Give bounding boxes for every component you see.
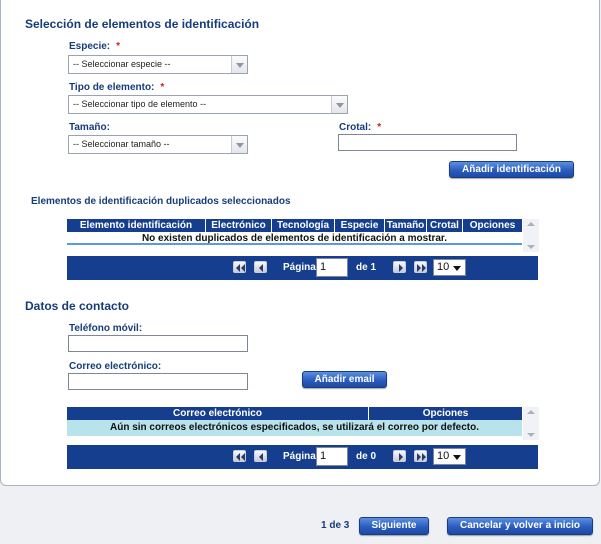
element-type-label: Tipo de elemento: * (69, 82, 165, 93)
column-header[interactable]: Tecnología (272, 219, 335, 232)
chevron-down-icon (231, 136, 247, 153)
duplicates-table-header (67, 219, 522, 232)
crotal-input[interactable] (338, 134, 517, 151)
email-label: Correo electrónico: (69, 361, 162, 372)
prev-page-icon[interactable] (254, 261, 267, 273)
column-header[interactable]: Tamaño (385, 219, 427, 232)
last-page-icon[interactable] (414, 450, 427, 462)
prev-page-icon[interactable] (254, 450, 267, 462)
species-label: Especie: * (69, 41, 121, 52)
scroll-up-icon[interactable] (527, 222, 535, 226)
first-page-icon[interactable] (233, 450, 246, 462)
last-page-icon[interactable] (414, 261, 427, 273)
chevron-down-icon (231, 56, 247, 73)
scroll-down-icon[interactable] (527, 245, 535, 249)
phone-input[interactable] (68, 335, 248, 352)
page-size-select[interactable]: 10 (433, 259, 466, 276)
add-email-button[interactable]: Añadir email (302, 371, 387, 388)
duplicates-section-title: Elementos de identificación duplicados seleccionados (31, 196, 291, 207)
column-header[interactable]: Opciones (422, 408, 469, 419)
emails-empty-row: Aún sin correos electrónicos especificados, se utilizará el correo por defecto. (67, 420, 522, 436)
duplicates-scrollbar[interactable] (523, 219, 539, 252)
page-number-input[interactable]: 1 (316, 258, 348, 277)
step-indicator: 1 de 3 (321, 520, 350, 531)
page-number-input[interactable]: 1 (316, 447, 348, 466)
page-label: Página (283, 451, 316, 462)
required-mark: * (160, 82, 165, 93)
phone-label: Teléfono móvil: (69, 323, 143, 334)
species-select[interactable]: -- Seleccionar especie -- (68, 55, 248, 74)
next-page-icon[interactable] (393, 450, 406, 462)
scroll-up-icon[interactable] (527, 410, 535, 414)
column-header[interactable]: Especie (335, 219, 385, 232)
size-label: Tamaño: (69, 122, 110, 133)
crotal-label: Crotal: * (339, 122, 382, 133)
required-mark: * (377, 122, 382, 133)
scroll-down-icon[interactable] (527, 433, 535, 437)
page-size-select[interactable]: 10 (433, 448, 466, 465)
page-label: Página (283, 262, 316, 273)
size-select[interactable]: -- Seleccionar tamaño -- (68, 135, 248, 154)
chevron-down-icon (331, 96, 347, 113)
column-header[interactable]: Correo electrónico (67, 407, 369, 420)
duplicates-pager (67, 256, 538, 280)
column-header[interactable]: Opciones (469, 220, 516, 231)
column-header[interactable]: Electrónico (206, 219, 272, 232)
email-input[interactable] (68, 373, 248, 390)
page-count: de 0 (356, 451, 377, 462)
element-type-select[interactable]: -- Seleccionar tipo de elemento -- (68, 95, 348, 114)
contact-section-title: Datos de contacto (25, 299, 130, 313)
page-count: de 1 (356, 262, 377, 273)
column-header[interactable]: Elemento identificación (67, 219, 206, 232)
emails-pager (67, 445, 538, 469)
emails-scrollbar[interactable] (523, 407, 539, 440)
required-mark: * (116, 41, 121, 52)
cancel-return-button[interactable]: Cancelar y volver a inicio (447, 517, 593, 535)
identification-section-title: Selección de elementos de identificación (25, 17, 260, 31)
next-page-icon[interactable] (393, 261, 406, 273)
emails-table-header (67, 407, 522, 420)
duplicates-empty-row: No existen duplicados de elementos de identificación a mostrar. (67, 232, 522, 245)
next-button[interactable]: Siguiente (359, 517, 429, 535)
column-header[interactable]: Crotal (427, 219, 463, 232)
first-page-icon[interactable] (233, 261, 246, 273)
add-identification-button[interactable]: Añadir identificación (449, 161, 574, 178)
